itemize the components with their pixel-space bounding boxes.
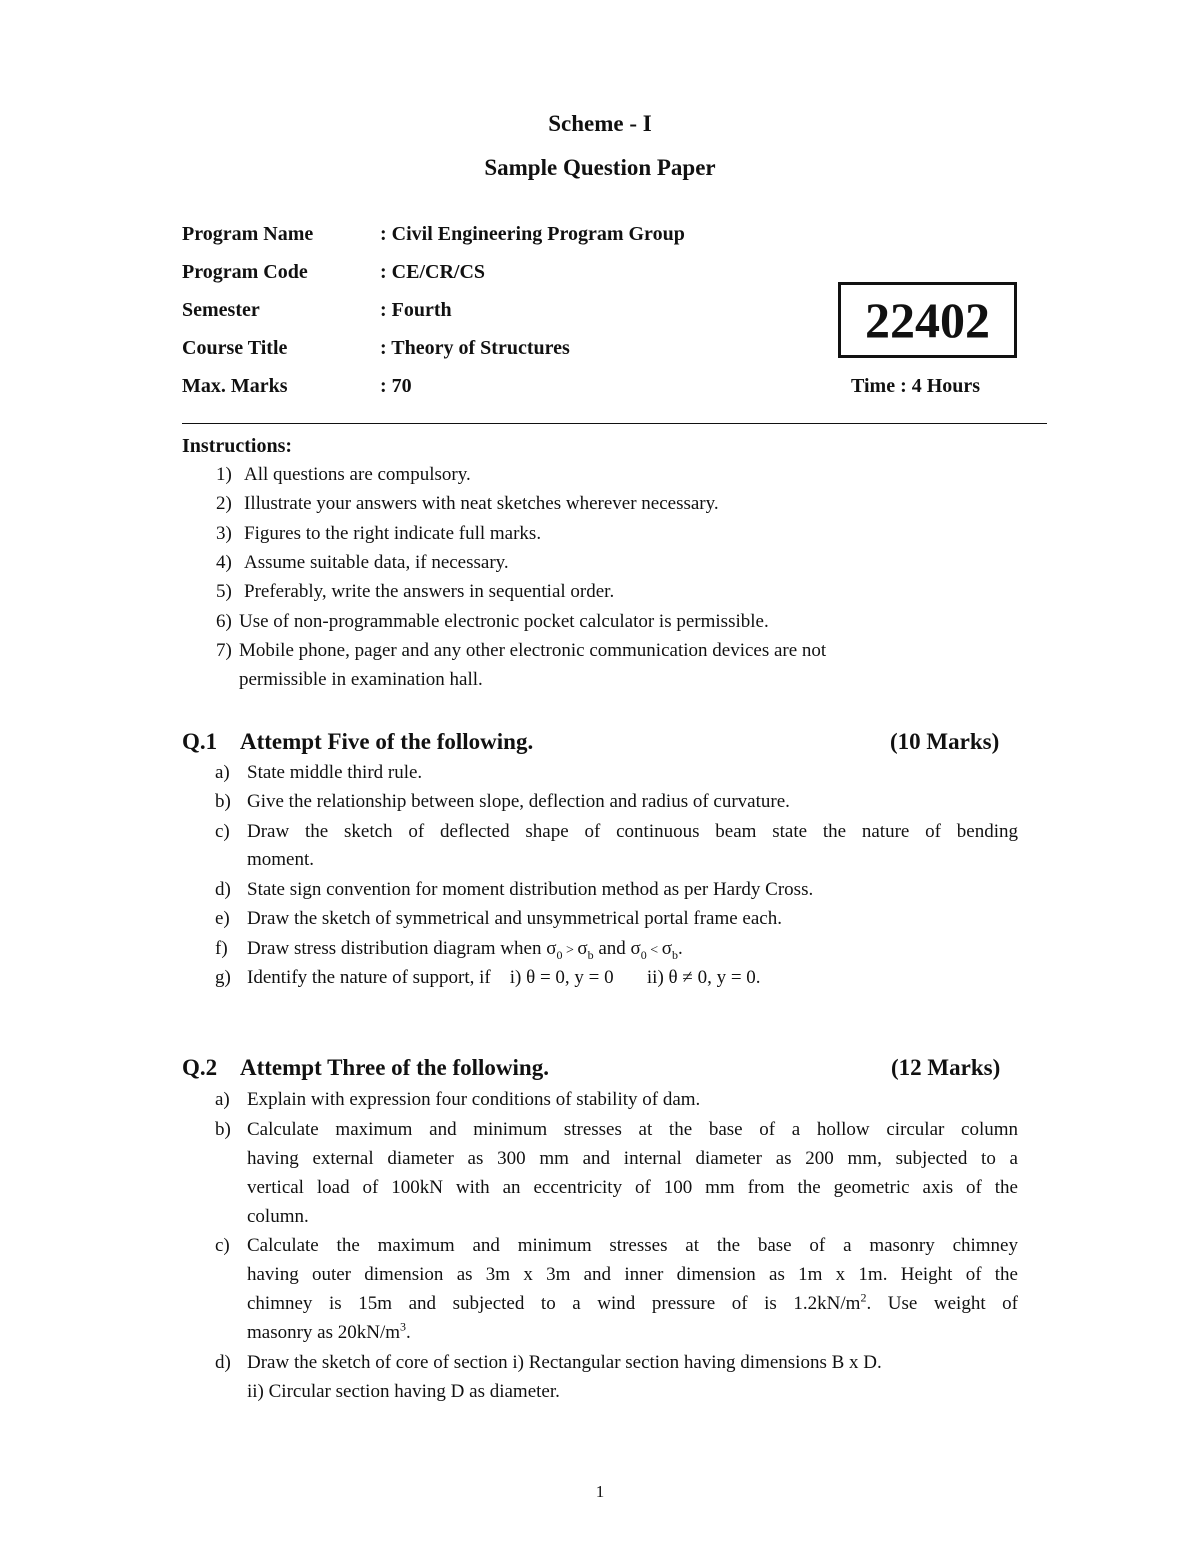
- question-label: Q.2: [182, 1055, 218, 1080]
- sub-question-text: having external diameter as 300 mm and internal diameter as 200 mm, subjected to a: [247, 1148, 1018, 1169]
- subscript: 0: [556, 947, 563, 962]
- instruction-text: permissible in examination hall.: [239, 669, 483, 690]
- instruction-text: Figures to the right indicate full marks.: [244, 523, 542, 544]
- sub-question-text: [247, 938, 683, 960]
- sub-question-number: b): [215, 791, 231, 812]
- sub-question-number: f): [215, 938, 228, 959]
- sub-question-text: State middle third rule.: [247, 762, 423, 783]
- time-duration: Time : 4 Hours: [851, 375, 981, 397]
- sub-question-text: column.: [247, 1206, 309, 1227]
- sub-question-text: ii) Circular section having D as diameter.: [247, 1381, 560, 1402]
- sub-question-text: Calculate the maximum and minimum stresses at the base of a masonry chimney: [247, 1235, 1018, 1256]
- instruction-text: Mobile phone, pager and any other electronic communication devices are not: [239, 640, 827, 661]
- sub-question-text: State sign convention for moment distribution method as per Hardy Cross.: [247, 879, 814, 900]
- sigma-symbol: σ: [577, 938, 588, 959]
- sub-question-number: d): [215, 1352, 231, 1373]
- sub-question-text: Explain with expression four conditions of stability of dam.: [247, 1089, 701, 1110]
- meta-label-program-code: Program Code: [182, 261, 308, 283]
- sub-question-text: Draw the sketch of symmetrical and unsymmetrical portal frame each.: [247, 908, 782, 929]
- instruction-number: 7): [216, 640, 232, 661]
- instruction-number: 1): [216, 464, 232, 485]
- header-divider: [182, 423, 1047, 424]
- meta-label-course-title: Course Title: [182, 337, 288, 359]
- sub-question-text: Draw the sketch of deflected shape of continuous beam state the nature of bending: [247, 821, 1018, 842]
- sub-question-text: [247, 1319, 411, 1344]
- meta-label-program-name: Program Name: [182, 223, 314, 245]
- sub-question-number: c): [215, 1235, 230, 1256]
- text-run: and: [593, 938, 631, 959]
- instructions-heading: Instructions:: [182, 435, 293, 457]
- sub-question-text: having outer dimension as 3m x 3m and inner dimension as 1m x 1m. Height of the: [247, 1264, 1018, 1285]
- sub-question-number: c): [215, 821, 230, 842]
- text-run: masonry as 20kN/m: [247, 1322, 401, 1343]
- sub-question-text: [247, 1290, 1018, 1315]
- scheme-heading: Scheme - I: [548, 111, 652, 136]
- meta-value-program-name: : Civil Engineering Program Group: [380, 223, 685, 245]
- question-marks: (12 Marks): [891, 1055, 1001, 1080]
- instruction-text: Preferably, write the answers in sequential order.: [244, 581, 615, 602]
- text-run: .: [677, 938, 683, 959]
- sub-question-text: Identify the nature of support, if i) θ = 0, y = 0 ii) θ ≠ 0, y = 0.: [247, 967, 761, 988]
- text-run: Draw stress distribution diagram when: [247, 938, 547, 959]
- meta-value-max-marks: : 70: [380, 375, 412, 397]
- instruction-number: 3): [216, 523, 232, 544]
- sub-question-text: Draw the sketch of core of section i) Rectangular section having dimensions B x D.: [247, 1352, 882, 1373]
- instruction-number: 5): [216, 581, 232, 602]
- meta-label-max-marks: Max. Marks: [182, 375, 288, 397]
- instruction-number: 6): [216, 611, 232, 632]
- course-code-box: 22402: [838, 282, 1017, 358]
- sub-question-number: d): [215, 879, 231, 900]
- sigma-symbol: σ: [546, 938, 557, 959]
- sub-question-number: g): [215, 967, 231, 988]
- meta-value-program-code: : CE/CR/CS: [380, 261, 486, 283]
- question-title: Attempt Three of the following.: [240, 1055, 549, 1080]
- instruction-text: Use of non-programmable electronic pocket calculator is permissible.: [239, 611, 769, 632]
- sigma-symbol: σ: [661, 938, 672, 959]
- text-run: . Use weight of: [866, 1293, 1018, 1314]
- sub-question-text: Give the relationship between slope, deflection and radius of curvature.: [247, 791, 790, 812]
- meta-label-semester: Semester: [182, 299, 260, 321]
- question-label: Q.1: [182, 729, 218, 754]
- instruction-text: Assume suitable data, if necessary.: [244, 552, 509, 573]
- instruction-text: All questions are compulsory.: [244, 464, 471, 485]
- subscript: 0: [640, 947, 647, 962]
- subscript: b: [587, 947, 594, 962]
- instruction-number: 2): [216, 493, 232, 514]
- operator: >: [562, 943, 578, 958]
- text-run: chimney is 15m and subjected to a wind pressure of is 1.2kN/m: [247, 1293, 861, 1314]
- text-run: .: [406, 1322, 411, 1343]
- sub-question-number: b): [215, 1119, 231, 1140]
- sub-question-number: a): [215, 762, 230, 783]
- subscript: b: [671, 947, 678, 962]
- sub-question-number: a): [215, 1089, 230, 1110]
- question-marks: (10 Marks): [890, 729, 1000, 754]
- superscript: 2: [860, 1290, 867, 1305]
- sub-question-text: Calculate maximum and minimum stresses at the base of a hollow circular column: [247, 1119, 1018, 1140]
- instruction-number: 4): [216, 552, 232, 573]
- instruction-text: Illustrate your answers with neat sketches wherever necessary.: [244, 493, 719, 514]
- sub-question-text: vertical load of 100kN with an eccentricity of 100 mm from the geometric axis of the: [247, 1177, 1018, 1198]
- sub-question-text: moment.: [247, 849, 315, 870]
- question-title: Attempt Five of the following.: [240, 729, 534, 754]
- page-number: 1: [595, 1482, 605, 1501]
- superscript: 3: [400, 1319, 407, 1334]
- meta-value-semester: : Fourth: [380, 299, 452, 321]
- paper-title: Sample Question Paper: [484, 155, 716, 180]
- meta-value-course-title: : Theory of Structures: [380, 337, 570, 359]
- sigma-symbol: σ: [630, 938, 641, 959]
- sub-question-number: e): [215, 908, 230, 929]
- operator: <: [646, 943, 662, 958]
